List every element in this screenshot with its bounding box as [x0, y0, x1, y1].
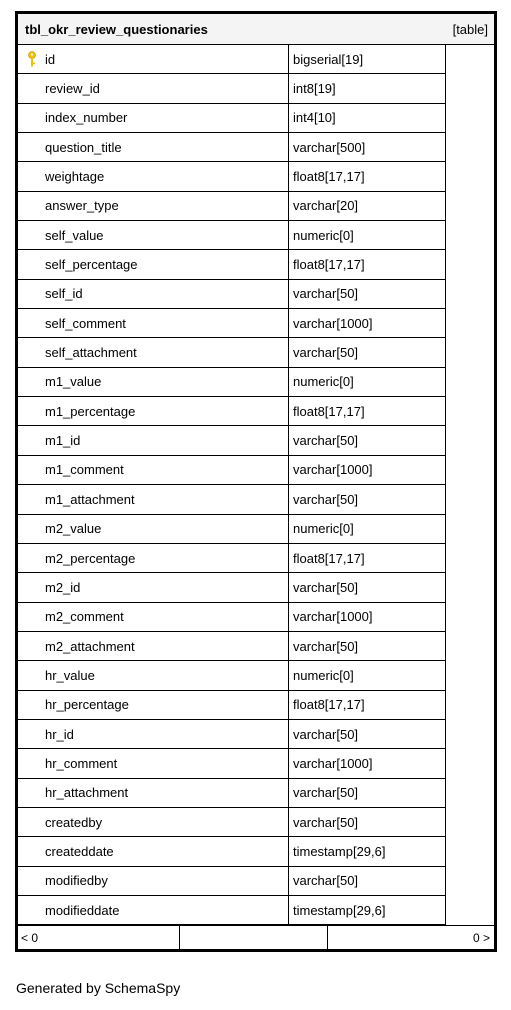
row-spacer — [446, 426, 494, 455]
column-name-cell — [18, 162, 289, 191]
row-spacer — [446, 397, 494, 426]
column-name: m1_attachment — [45, 491, 135, 507]
row-spacer — [446, 192, 494, 221]
column-type: numeric[0] — [289, 221, 446, 250]
table-row — [18, 45, 494, 74]
row-spacer — [446, 280, 494, 309]
row-spacer — [446, 720, 494, 749]
row-spacer — [446, 104, 494, 133]
table-type-label: [table] — [452, 21, 488, 37]
row-spacer — [446, 485, 494, 514]
column-name: m2_comment — [45, 609, 124, 625]
table-row — [18, 397, 494, 426]
table-row — [18, 485, 494, 514]
column-type: varchar[50] — [289, 779, 446, 808]
row-spacer — [446, 808, 494, 837]
column-name-cell — [18, 280, 289, 309]
column-type: varchar[50] — [289, 573, 446, 602]
column-name-cell — [18, 221, 289, 250]
row-spacer — [446, 309, 494, 338]
column-name: self_value — [45, 227, 104, 243]
column-name-cell — [18, 485, 289, 514]
column-name: m1_comment — [45, 462, 124, 478]
table-row — [18, 896, 494, 925]
column-name-cell — [18, 896, 289, 925]
table-row — [18, 808, 494, 837]
column-name: id — [45, 51, 56, 67]
column-type: varchar[50] — [289, 720, 446, 749]
column-name-cell — [18, 133, 289, 162]
column-name: m2_value — [45, 521, 102, 537]
column-type: varchar[50] — [289, 338, 446, 367]
column-name: modifieddate — [45, 902, 120, 918]
column-list — [18, 45, 494, 925]
column-name-cell — [18, 192, 289, 221]
row-spacer — [446, 603, 494, 632]
column-name-cell — [18, 573, 289, 602]
column-name: modifiedby — [45, 873, 108, 889]
row-spacer — [446, 162, 494, 191]
table-row — [18, 426, 494, 455]
row-spacer — [446, 779, 494, 808]
column-type: varchar[50] — [289, 632, 446, 661]
generated-by-text: Generated by SchemaSpy — [16, 980, 181, 996]
column-name-cell — [18, 104, 289, 133]
table-row — [18, 309, 494, 338]
child-count: 0 > — [472, 930, 490, 945]
row-spacer — [446, 691, 494, 720]
column-name-cell — [18, 515, 289, 544]
column-type: varchar[1000] — [289, 309, 446, 338]
column-name-cell — [18, 749, 289, 778]
table-row — [18, 368, 494, 397]
row-spacer — [446, 896, 494, 925]
column-name-cell — [18, 720, 289, 749]
column-name-cell — [18, 45, 289, 74]
table-row — [18, 456, 494, 485]
column-name: answer_type — [45, 198, 119, 214]
row-spacer — [446, 573, 494, 602]
table-header — [18, 14, 494, 45]
table-entity[interactable] — [15, 11, 497, 952]
column-name: createdby — [45, 814, 103, 830]
table-row — [18, 603, 494, 632]
table-row — [18, 280, 494, 309]
column-name-cell — [18, 338, 289, 367]
table-row — [18, 779, 494, 808]
table-row — [18, 133, 494, 162]
column-name: question_title — [45, 139, 122, 155]
row-spacer — [446, 544, 494, 573]
column-type: float8[17,17] — [289, 691, 446, 720]
table-row — [18, 338, 494, 367]
column-name: createddate — [45, 843, 114, 859]
column-name-cell — [18, 426, 289, 455]
column-name-cell — [18, 691, 289, 720]
column-name-cell — [18, 544, 289, 573]
row-spacer — [446, 867, 494, 896]
table-row — [18, 720, 494, 749]
column-name-cell — [18, 867, 289, 896]
column-name: hr_percentage — [45, 697, 129, 713]
table-row — [18, 221, 494, 250]
column-name: self_attachment — [45, 345, 137, 361]
column-name-cell — [18, 456, 289, 485]
table-row — [18, 632, 494, 661]
row-spacer — [446, 45, 494, 74]
column-name: index_number — [45, 110, 128, 126]
table-row — [18, 837, 494, 866]
column-name-cell — [18, 397, 289, 426]
column-name-cell — [18, 808, 289, 837]
column-type: bigserial[19] — [289, 45, 446, 74]
row-spacer — [446, 661, 494, 690]
column-type: varchar[500] — [289, 133, 446, 162]
column-type: varchar[1000] — [289, 749, 446, 778]
column-name: hr_comment — [45, 755, 118, 771]
column-type: varchar[50] — [289, 808, 446, 837]
column-type: float8[17,17] — [289, 250, 446, 279]
column-name: m2_attachment — [45, 638, 135, 654]
row-spacer — [446, 456, 494, 485]
column-name: m2_id — [45, 579, 81, 595]
column-name-cell — [18, 779, 289, 808]
footer-middle-cell — [180, 926, 328, 949]
column-type: timestamp[29,6] — [289, 896, 446, 925]
row-spacer — [446, 74, 494, 103]
column-name: m1_id — [45, 433, 81, 449]
row-spacer — [446, 368, 494, 397]
row-spacer — [446, 632, 494, 661]
column-name: weightage — [45, 169, 105, 185]
column-name-cell — [18, 632, 289, 661]
row-spacer — [446, 837, 494, 866]
column-name-cell — [18, 250, 289, 279]
column-type: numeric[0] — [289, 515, 446, 544]
key-icon — [27, 51, 37, 67]
column-type: varchar[50] — [289, 280, 446, 309]
column-name: m1_value — [45, 374, 102, 390]
column-name-cell — [18, 309, 289, 338]
column-name-cell — [18, 661, 289, 690]
column-type: varchar[20] — [289, 192, 446, 221]
column-name: hr_id — [45, 726, 74, 742]
column-name-cell — [18, 603, 289, 632]
table-row — [18, 573, 494, 602]
table-row — [18, 867, 494, 896]
column-type: timestamp[29,6] — [289, 837, 446, 866]
column-type: varchar[1000] — [289, 603, 446, 632]
column-name: hr_value — [45, 667, 95, 683]
column-name: self_comment — [45, 315, 126, 331]
row-spacer — [446, 250, 494, 279]
column-name-cell — [18, 74, 289, 103]
row-spacer — [446, 749, 494, 778]
table-row — [18, 544, 494, 573]
column-name: m1_percentage — [45, 403, 136, 419]
column-type: varchar[1000] — [289, 456, 446, 485]
column-name: hr_attachment — [45, 785, 129, 801]
column-name-cell — [18, 837, 289, 866]
table-row — [18, 749, 494, 778]
parent-count: < 0 — [18, 926, 180, 949]
column-name: self_id — [45, 286, 83, 302]
row-spacer — [446, 133, 494, 162]
table-row — [18, 104, 494, 133]
column-name-cell — [18, 368, 289, 397]
table-row — [18, 691, 494, 720]
table-row — [18, 162, 494, 191]
row-spacer — [446, 515, 494, 544]
table-row — [18, 192, 494, 221]
row-spacer — [446, 338, 494, 367]
table-name: tbl_okr_review_questionaries — [25, 21, 208, 37]
column-type: float8[17,17] — [289, 544, 446, 573]
table-row — [18, 661, 494, 690]
table-row — [18, 515, 494, 544]
column-type: float8[17,17] — [289, 397, 446, 426]
column-name: review_id — [45, 81, 100, 97]
table-footer — [18, 925, 494, 949]
column-type: numeric[0] — [289, 368, 446, 397]
column-type: numeric[0] — [289, 661, 446, 690]
table-row — [18, 250, 494, 279]
table-row — [18, 74, 494, 103]
row-spacer — [446, 221, 494, 250]
column-name: m2_percentage — [45, 550, 136, 566]
column-type: int4[10] — [289, 104, 446, 133]
column-type: varchar[50] — [289, 426, 446, 455]
column-type: float8[17,17] — [289, 162, 446, 191]
column-type: int8[19] — [289, 74, 446, 103]
column-name: self_percentage — [45, 257, 138, 273]
column-type: varchar[50] — [289, 485, 446, 514]
column-type: varchar[50] — [289, 867, 446, 896]
